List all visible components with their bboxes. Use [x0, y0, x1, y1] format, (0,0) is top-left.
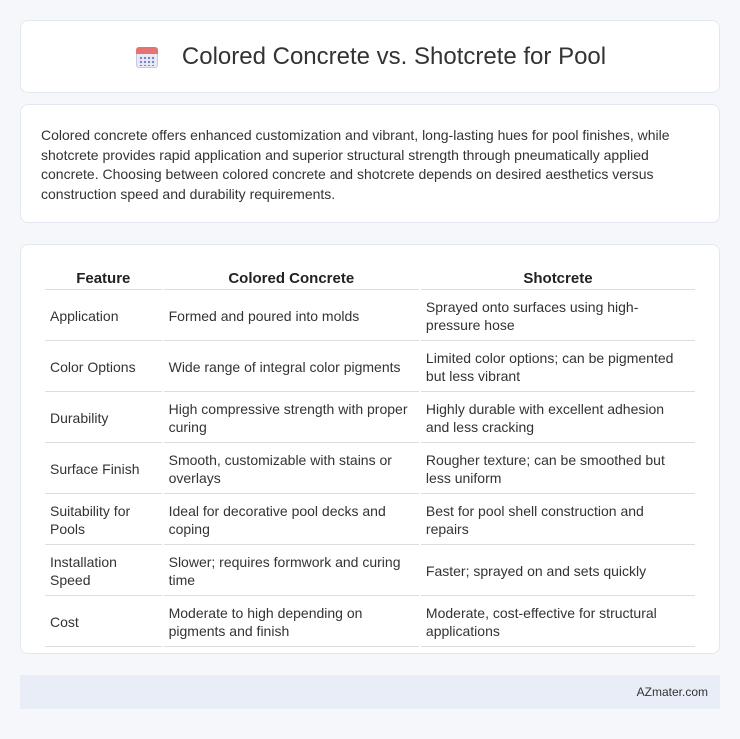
colored-concrete-cell: Moderate to high depending on pigments and finish [164, 598, 419, 647]
comparison-table-card [20, 244, 720, 654]
footer-brand: AZmater.com [636, 685, 708, 699]
shotcrete-cell: Sprayed onto surfaces using high-pressure hose [421, 292, 695, 341]
colored-concrete-cell: Formed and poured into molds [164, 292, 419, 341]
title-card [20, 20, 720, 93]
table-row [45, 445, 695, 494]
table-row [45, 292, 695, 341]
colored-concrete-cell: High compressive strength with proper curing [164, 394, 419, 443]
header-colored-concrete: Colored Concrete [164, 267, 419, 290]
feature-cell: Color Options [45, 343, 162, 392]
feature-cell: Suitability for Pools [45, 496, 162, 545]
shotcrete-cell: Rougher texture; can be smoothed but less uniform [421, 445, 695, 494]
summary-card [20, 104, 720, 223]
feature-cell: Installation Speed [45, 547, 162, 596]
feature-cell: Cost [45, 598, 162, 647]
shotcrete-cell: Highly durable with excellent adhesion and less cracking [421, 394, 695, 443]
shotcrete-cell: Best for pool shell construction and repairs [421, 496, 695, 545]
feature-cell: Surface Finish [45, 445, 162, 494]
comparison-table [43, 265, 697, 649]
feature-cell: Durability [45, 394, 162, 443]
shotcrete-cell: Limited color options; can be pigmented but less vibrant [421, 343, 695, 392]
table-row [45, 496, 695, 545]
summary-text: Colored concrete offers enhanced customization and vibrant, long-lasting hues for pool finishes, while shotcrete provides rapid application and superior structural strength through pneumatically applied concrete. Choosing between colored concrete and shotcrete depends on desired aesthetics versus construction speed and durability requirements. [41, 127, 670, 202]
calendar-icon [134, 44, 160, 70]
shotcrete-cell: Faster; sprayed on and sets quickly [421, 547, 695, 596]
header-shotcrete: Shotcrete [421, 267, 695, 290]
page-title: Colored Concrete vs. Shotcrete for Pool [181, 42, 607, 70]
feature-cell: Application [45, 292, 162, 341]
footer-bar [20, 675, 720, 709]
colored-concrete-cell: Ideal for decorative pool decks and coping [164, 496, 419, 545]
table-row [45, 394, 695, 443]
table-row [45, 547, 695, 596]
header-feature: Feature [45, 267, 162, 290]
table-row [45, 598, 695, 647]
table-row [45, 343, 695, 392]
table-header-row [45, 267, 695, 290]
shotcrete-cell: Moderate, cost-effective for structural applications [421, 598, 695, 647]
colored-concrete-cell: Smooth, customizable with stains or overlays [164, 445, 419, 494]
colored-concrete-cell: Wide range of integral color pigments [164, 343, 419, 392]
colored-concrete-cell: Slower; requires formwork and curing time [164, 547, 419, 596]
